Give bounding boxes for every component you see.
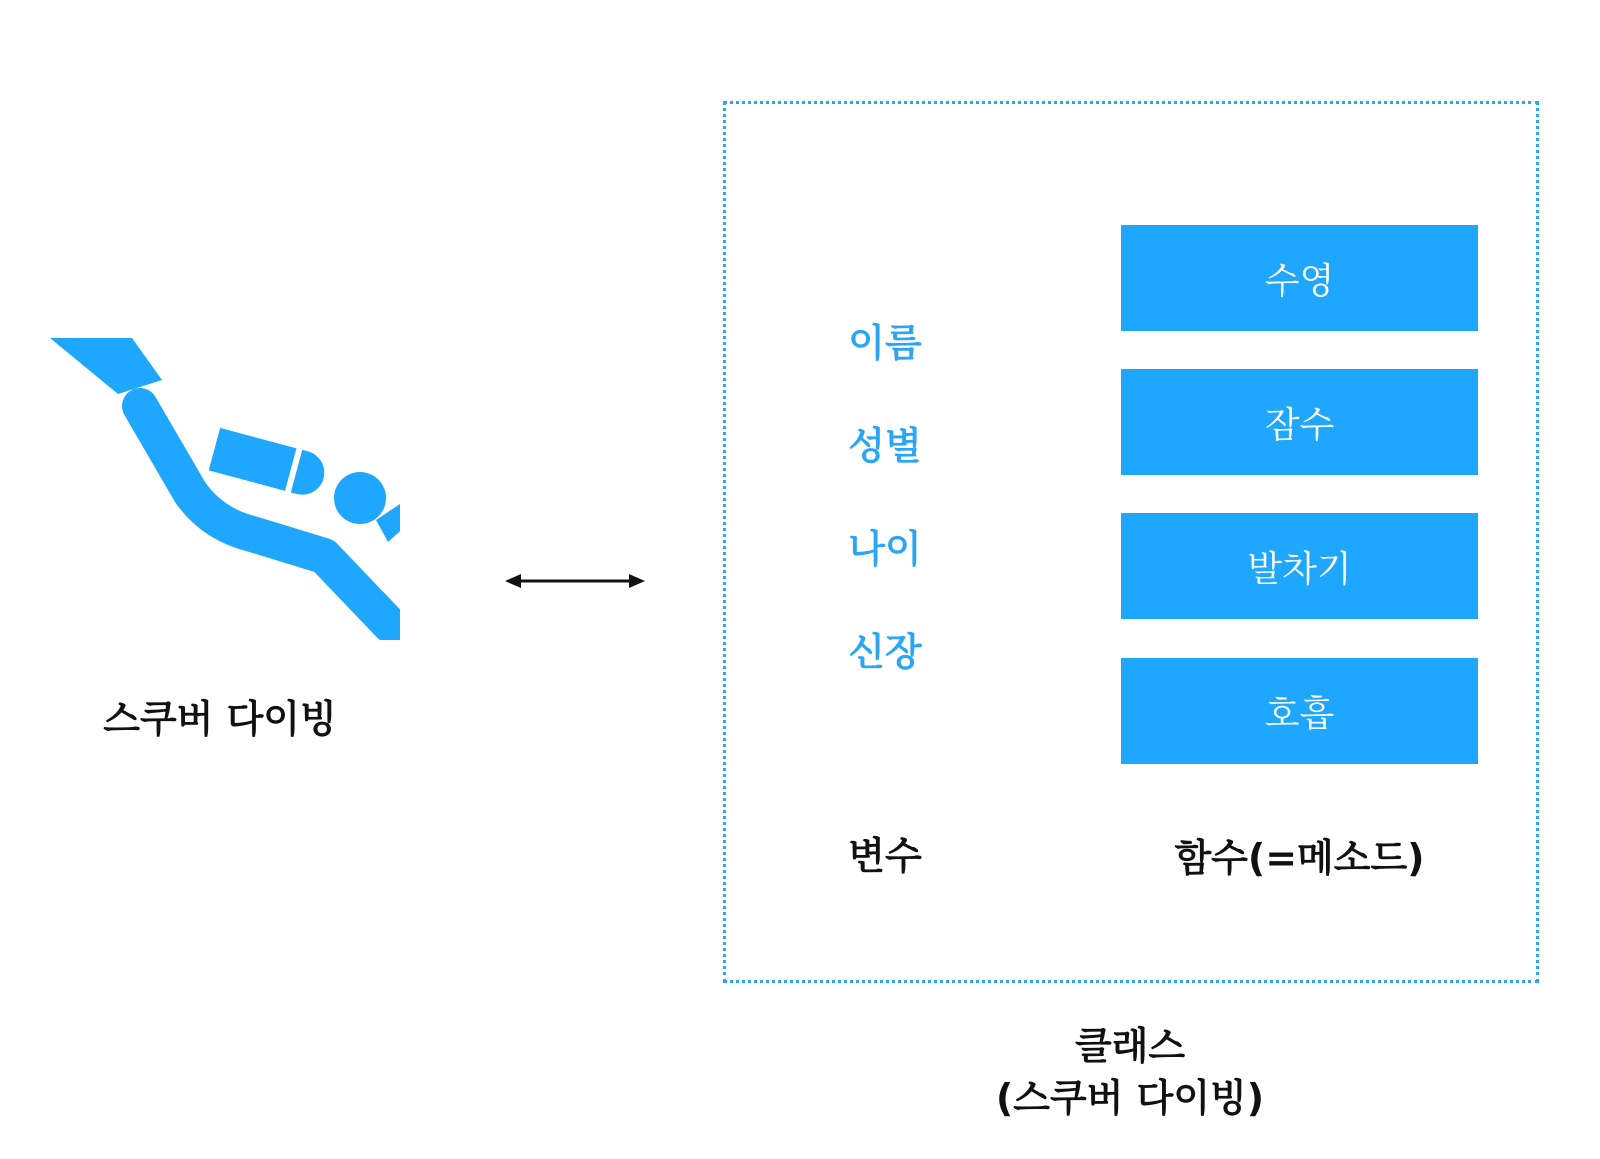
method-box: 잠수 [1121,369,1478,475]
variable-item: 성별 [848,424,922,468]
class-caption-title: 클래스 [1074,1024,1186,1068]
variables-label: 변수 [848,834,922,878]
variable-item: 이름 [848,321,922,365]
variable-item: 나이 [848,527,922,571]
class-caption-subtitle: (스쿠버 다이빙) [995,1076,1265,1120]
method-box: 호흡 [1121,658,1478,764]
double-arrow-icon [505,570,645,592]
diver-label: 스쿠버 다이빙 [103,697,337,741]
methods-label: 함수(=메소드) [1174,836,1425,880]
method-box: 수영 [1121,225,1478,331]
scuba-diver-icon [40,320,400,640]
method-box: 발차기 [1121,513,1478,619]
class-caption [950,1020,1310,1124]
variable-item: 신장 [848,630,922,674]
